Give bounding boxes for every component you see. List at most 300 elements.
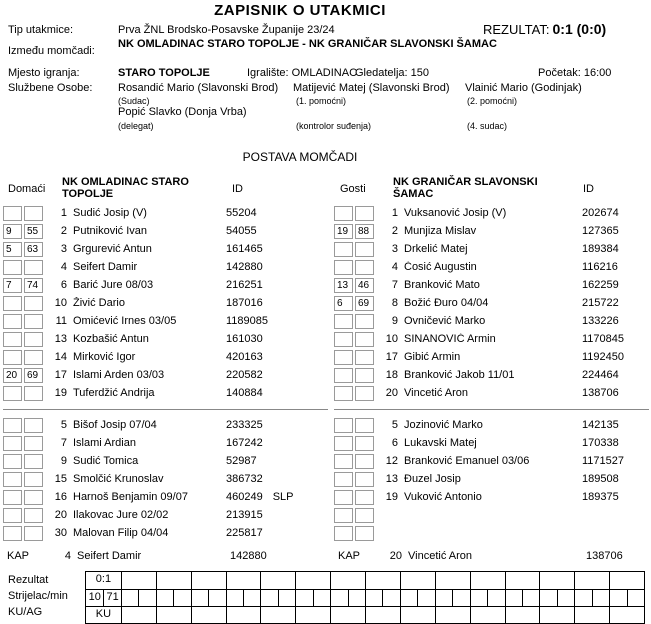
- kuag-cell: [365, 606, 400, 623]
- away-subs-separator: [334, 409, 649, 410]
- player-row: [3, 416, 331, 434]
- sub-minute-box: [355, 242, 374, 257]
- sub-minute-box: [24, 418, 43, 433]
- player-name: Ćosić Augustin: [404, 261, 477, 273]
- rezultat: [483, 21, 606, 37]
- kuag-cell: [260, 606, 295, 623]
- kuag-cell: [295, 606, 330, 623]
- away-substitutes-list: [334, 416, 651, 542]
- sub-minute-box: [24, 454, 43, 469]
- strijelac-row-label: Strijelac/min: [8, 590, 68, 602]
- rezultat-cell: [260, 572, 295, 589]
- rezultat-cell: [435, 572, 470, 589]
- player-id: 54055: [226, 225, 257, 237]
- home-substitutes-list: [3, 416, 331, 542]
- sub-in-box: [334, 436, 353, 451]
- sub-minute-box: [24, 386, 43, 401]
- player-number: 6: [60, 279, 67, 291]
- player-number: 20: [385, 387, 398, 399]
- sub-in-box: 19: [334, 224, 353, 239]
- player-name: Ovničević Marko: [404, 315, 486, 327]
- player-name: Branković Mato: [404, 279, 480, 291]
- player-number: 5: [60, 419, 67, 431]
- player-number: 5: [391, 419, 398, 431]
- player-name: Putniković Ivan: [73, 225, 147, 237]
- strijelac-cell: [313, 589, 330, 606]
- player-number: 10: [54, 297, 67, 309]
- sub-in-box: [334, 332, 353, 347]
- sub-in-box: [3, 454, 22, 469]
- player-number: 8: [391, 297, 398, 309]
- sub-in-box: [334, 418, 353, 433]
- kuag-cell: [574, 606, 609, 623]
- player-tag: SLP: [272, 491, 294, 503]
- player-id: 116216: [582, 261, 618, 273]
- sub-minute-box: [24, 490, 43, 505]
- sub-minute-box: 63: [24, 242, 43, 257]
- player-id: 162259: [582, 279, 619, 291]
- player-name: Vuksanović Josip (V): [404, 207, 507, 219]
- player-number: 2: [391, 225, 398, 237]
- sub-in-box: 5: [3, 242, 22, 257]
- away-kap-number: 20: [389, 550, 402, 562]
- strijelac-cell: [278, 589, 295, 606]
- sub-minute-box: [24, 314, 43, 329]
- kuag-row-label: KU/AG: [8, 606, 43, 618]
- away-kap-name: Vincetić Aron: [408, 550, 473, 562]
- home-kap-number: 4: [64, 550, 71, 562]
- official-fourth-role: (4. sudac): [467, 121, 508, 131]
- player-id: 1171527: [582, 455, 625, 467]
- player-id: 216251: [226, 279, 263, 291]
- player-row: [3, 294, 331, 312]
- player-row: [334, 276, 651, 294]
- home-kap-name: Seifert Damir: [77, 550, 142, 562]
- strijelac-cell: [260, 589, 277, 606]
- strijelac-cell: [435, 589, 452, 606]
- kuag-cell: [609, 606, 644, 623]
- sub-in-box: [334, 206, 353, 221]
- strijelac-cell: [400, 589, 417, 606]
- player-row: [334, 366, 651, 384]
- player-row: [3, 384, 331, 402]
- player-name: SINANOVIĆ Armin: [404, 333, 496, 345]
- sub-in-box: [3, 490, 22, 505]
- player-name: Sudić Tomica: [73, 455, 139, 467]
- player-number: 16: [54, 491, 67, 503]
- strijelac-cell: [348, 589, 365, 606]
- player-number: 10: [385, 333, 398, 345]
- sub-in-box: [334, 526, 353, 541]
- sub-minute-box: [355, 332, 374, 347]
- away-captain-row: [334, 547, 651, 565]
- sub-minute-box: [355, 386, 374, 401]
- sub-in-box: [3, 526, 22, 541]
- player-id: 202674: [582, 207, 619, 219]
- player-name: Vuković Antonio: [404, 491, 482, 503]
- player-name: Grgurević Antun: [73, 243, 152, 255]
- player-row: [3, 524, 331, 542]
- player-id: 55204: [226, 207, 257, 219]
- player-id: 138706: [582, 387, 619, 399]
- rezultat-cell: [330, 572, 365, 589]
- official-controller-role: (kontrolor suđenja): [296, 121, 372, 131]
- sub-in-box: [334, 350, 353, 365]
- sub-in-box: 6: [334, 296, 353, 311]
- rezultat-cell: [295, 572, 330, 589]
- away-side-label: Gosti: [340, 183, 366, 195]
- player-id: 133226: [582, 315, 619, 327]
- player-name: Mirković Igor: [73, 351, 136, 363]
- sub-minute-box: [355, 472, 374, 487]
- sub-in-box: [334, 314, 353, 329]
- strijelac-cell: [574, 589, 591, 606]
- away-kap-id: 138706: [586, 550, 623, 562]
- strijelac-cell: [522, 589, 539, 606]
- player-row: [334, 434, 651, 452]
- player-name: Kozbašić Antun: [73, 333, 149, 345]
- player-name: Barić Jure 08/03: [73, 279, 154, 291]
- score-grid-row: [86, 589, 644, 606]
- rezultat-cell: [470, 572, 505, 589]
- sub-in-box: 20: [3, 368, 22, 383]
- sub-minute-box: [24, 526, 43, 541]
- player-name: Malovan Filip 04/04: [73, 527, 169, 539]
- home-starters-list: [3, 204, 331, 402]
- player-id: 189384: [582, 243, 619, 255]
- player-row: [3, 312, 331, 330]
- sub-in-box: [334, 490, 353, 505]
- player-row: [334, 416, 651, 434]
- kuag-cell: [330, 606, 365, 623]
- mjesto-igranja-label: Mjesto igranja:: [8, 67, 80, 79]
- player-name: Lukavski Matej: [404, 437, 477, 449]
- player-row: [3, 366, 331, 384]
- sub-minute-box: 69: [24, 368, 43, 383]
- player-number: 2: [60, 225, 67, 237]
- official-delegate-name: Popić Slavko (Donja Vrba): [118, 106, 247, 118]
- home-side-label: Domaći: [8, 183, 46, 195]
- strijelac-cell: [592, 589, 609, 606]
- player-number: 14: [54, 351, 67, 363]
- strijelac-cell: 71: [103, 589, 120, 606]
- player-number: 13: [54, 333, 67, 345]
- player-id: 220582: [226, 369, 263, 381]
- rezultat-label: REZULTAT:: [483, 22, 550, 37]
- sub-minute-box: [24, 350, 43, 365]
- score-grid-row: [86, 572, 644, 589]
- sub-minute-box: [355, 436, 374, 451]
- score-grid: [85, 571, 645, 624]
- official-referee-name: Rosandić Mario (Slavonski Brod): [118, 82, 279, 94]
- mjesto-igranja-value: STARO TOPOLJE: [118, 67, 210, 79]
- strijelac-cell: [243, 589, 260, 606]
- official-assistant1-role: (1. pomoćni): [296, 96, 347, 106]
- sub-in-box: [3, 350, 22, 365]
- player-name: Islami Arden 03/03: [73, 369, 165, 381]
- player-row: [3, 222, 331, 240]
- kuag-cell: [191, 606, 226, 623]
- player-row: [3, 258, 331, 276]
- strijelac-cell: [609, 589, 626, 606]
- player-number: 7: [391, 279, 398, 291]
- player-id: 161030: [226, 333, 263, 345]
- away-starters-list: [334, 204, 651, 402]
- sub-in-box: [334, 454, 353, 469]
- strijelac-cell: [330, 589, 347, 606]
- official-assistant2-role: (2. pomoćni): [467, 96, 518, 106]
- player-name: Omićević Irnes 03/05: [73, 315, 177, 327]
- rezultat-cell: [121, 572, 156, 589]
- kuag-cell: [505, 606, 540, 623]
- strijelac-cell: [470, 589, 487, 606]
- kuag-cell: [156, 606, 191, 623]
- player-id: 161465: [226, 243, 263, 255]
- strijelac-cell: [452, 589, 469, 606]
- player-name: Islami Ardian: [73, 437, 136, 449]
- sub-minute-box: [355, 454, 374, 469]
- rezultat-cell: [400, 572, 435, 589]
- sub-minute-box: [24, 332, 43, 347]
- sub-minute-box: [355, 314, 374, 329]
- sub-in-box: [334, 386, 353, 401]
- player-row: [334, 348, 651, 366]
- player-id: 1170845: [582, 333, 625, 345]
- player-id: 142135: [582, 419, 619, 431]
- player-id: 127365: [582, 225, 619, 237]
- player-number: 9: [391, 315, 398, 327]
- player-name: Munjiza Mislav: [404, 225, 477, 237]
- sub-in-box: [334, 368, 353, 383]
- strijelac-cell: [226, 589, 243, 606]
- player-id: 215722: [582, 297, 619, 309]
- player-id: 1189085: [226, 315, 269, 327]
- sub-minute-box: [355, 206, 374, 221]
- izmedu-momcadi-value: NK OMLADINAC STARO TOPOLJE - NK GRANIČAR SLAVONSKI ŠAMAC: [118, 38, 497, 50]
- player-row: [334, 384, 651, 402]
- kuag-cell: [121, 606, 156, 623]
- player-id: 52987: [226, 455, 257, 467]
- player-number: 9: [60, 455, 67, 467]
- sub-in-box: [3, 508, 22, 523]
- sluzbene-osobe-label: Službene Osobe:: [8, 82, 93, 94]
- away-team-name: NK GRANIČAR SLAVONSKI ŠAMAC: [393, 176, 538, 200]
- sub-in-box: [334, 260, 353, 275]
- official-assistant2-name: Vlainić Mario (Godinjak): [465, 82, 582, 94]
- player-number: 30: [54, 527, 67, 539]
- player-id: 233325: [226, 419, 263, 431]
- sub-minute-box: [24, 472, 43, 487]
- player-name: Smolčić Krunoslav: [73, 473, 164, 485]
- sub-minute-box: 55: [24, 224, 43, 239]
- sub-in-box: [3, 296, 22, 311]
- kuag-cell: [435, 606, 470, 623]
- player-number: 7: [60, 437, 67, 449]
- player-id: 142880: [226, 261, 263, 273]
- player-number: 15: [54, 473, 67, 485]
- player-id: 224464: [582, 369, 619, 381]
- player-id: 187016: [226, 297, 263, 309]
- sub-minute-box: 46: [355, 278, 374, 293]
- player-number: 3: [60, 243, 67, 255]
- player-id: 140884: [226, 387, 263, 399]
- rezultat-cell: [609, 572, 644, 589]
- sub-in-box: [3, 386, 22, 401]
- player-number: 1: [391, 207, 398, 219]
- rezultat-row-label: Rezultat: [8, 574, 49, 586]
- strijelac-cell: [173, 589, 190, 606]
- away-id-header: ID: [583, 183, 594, 195]
- official-referee-role: (Sudac): [118, 96, 150, 106]
- izmedu-momcadi-label: Između momčadi:: [8, 45, 95, 57]
- player-number: 4: [391, 261, 398, 273]
- sub-in-box: [3, 206, 22, 221]
- player-id: 1192450: [582, 351, 625, 363]
- player-row: [334, 294, 651, 312]
- pocetak-value: Početak: 16:00: [538, 67, 612, 79]
- player-row: [3, 348, 331, 366]
- kuag-cell: [470, 606, 505, 623]
- sub-in-box: 7: [3, 278, 22, 293]
- sub-minute-box: [355, 350, 374, 365]
- strijelac-cell: [191, 589, 208, 606]
- sub-in-box: [3, 260, 22, 275]
- player-id: 460249: [226, 491, 263, 503]
- rezultat-cell: [539, 572, 574, 589]
- sub-minute-box: 88: [355, 224, 374, 239]
- home-id-header: ID: [232, 183, 243, 195]
- sub-in-box: [3, 436, 22, 451]
- sub-minute-box: [355, 260, 374, 275]
- strijelac-cell: [487, 589, 504, 606]
- rezultat-cell: [191, 572, 226, 589]
- player-name: Branković Emanuel 03/06: [404, 455, 530, 467]
- home-captain-row: [3, 547, 331, 565]
- player-number: 11: [55, 315, 67, 327]
- home-subs-separator: [3, 409, 328, 410]
- strijelac-cell: [295, 589, 312, 606]
- sub-in-box: [334, 242, 353, 257]
- player-id: 420163: [226, 351, 263, 363]
- away-kap-label: KAP: [338, 550, 361, 562]
- sub-minute-box: [24, 296, 43, 311]
- sub-minute-box: [355, 418, 374, 433]
- player-name: Jozinović Marko: [404, 419, 483, 431]
- strijelac-cell: [557, 589, 574, 606]
- sub-minute-box: [355, 490, 374, 505]
- player-name: Tuferdžić Andrija: [73, 387, 155, 399]
- player-id: 170338: [582, 437, 619, 449]
- player-id: 189375: [582, 491, 619, 503]
- sub-minute-box: [24, 508, 43, 523]
- strijelac-cell: [417, 589, 434, 606]
- player-name: Bišof Josip 07/04: [73, 419, 157, 431]
- player-id: 225817: [226, 527, 263, 539]
- rezultat-cell: [226, 572, 261, 589]
- sub-minute-box: [24, 436, 43, 451]
- page-title: ZAPISNIK O UTAKMICI: [214, 2, 386, 19]
- player-row: [334, 240, 651, 258]
- sub-in-box: [3, 418, 22, 433]
- player-row: [334, 524, 651, 542]
- player-row: [3, 452, 331, 470]
- rezultat-cell: [505, 572, 540, 589]
- player-row: [3, 488, 331, 506]
- rezultat-value: 0:1 (0:0): [552, 21, 607, 37]
- sub-in-box: [3, 332, 22, 347]
- sub-minute-box: [24, 260, 43, 275]
- strijelac-cell: 10: [86, 589, 103, 606]
- player-number: 4: [60, 261, 67, 273]
- sub-in-box: 9: [3, 224, 22, 239]
- official-delegate-role: (delegat): [118, 121, 154, 131]
- player-row: [3, 276, 331, 294]
- player-row: [334, 330, 651, 348]
- player-row: [334, 312, 651, 330]
- sub-minute-box: 74: [24, 278, 43, 293]
- player-number: 18: [385, 369, 398, 381]
- strijelac-cell: [539, 589, 556, 606]
- sub-in-box: [334, 472, 353, 487]
- sub-in-box: [334, 508, 353, 523]
- player-row: [3, 240, 331, 258]
- sub-minute-box: [355, 526, 374, 541]
- player-name: Ilakovac Jure 02/02: [73, 509, 169, 521]
- strijelac-cell: [208, 589, 225, 606]
- player-number: 20: [54, 509, 67, 521]
- player-name: Đuzel Josip: [404, 473, 461, 485]
- player-name: Harnoš Benjamin 09/07: [73, 491, 188, 503]
- player-row: [334, 452, 651, 470]
- strijelac-cell: [627, 589, 644, 606]
- strijelac-cell: [505, 589, 522, 606]
- tip-utakmice-label: Tip utakmice:: [8, 24, 74, 36]
- rezultat-cell: 0:1: [95, 573, 112, 585]
- player-number: 3: [391, 243, 398, 255]
- player-id: 167242: [226, 437, 263, 449]
- strijelac-cell: [138, 589, 155, 606]
- player-name: Gibić Armin: [404, 351, 461, 363]
- player-row: [3, 434, 331, 452]
- home-team-name: NK OMLADINAC STARO TOPOLJE: [62, 176, 189, 200]
- rezultat-cell: [574, 572, 609, 589]
- sub-minute-box: [24, 206, 43, 221]
- home-kap-label: KAP: [7, 550, 30, 562]
- player-number: 12: [385, 455, 398, 467]
- strijelac-cell: [156, 589, 173, 606]
- sub-in-box: [3, 314, 22, 329]
- sub-minute-box: 69: [355, 296, 374, 311]
- sub-in-box: 13: [334, 278, 353, 293]
- sub-in-box: [3, 472, 22, 487]
- player-name: Seifert Damir: [73, 261, 138, 273]
- player-row: [3, 204, 331, 222]
- player-row: [334, 488, 651, 506]
- player-number: 19: [385, 491, 398, 503]
- player-row: [3, 506, 331, 524]
- kuag-cell: [539, 606, 574, 623]
- official-assistant1-name: Matijević Matej (Slavonski Brod): [293, 82, 450, 94]
- strijelac-cell: [121, 589, 138, 606]
- sub-minute-box: [355, 368, 374, 383]
- player-row: [334, 506, 651, 524]
- player-number: 1: [60, 207, 67, 219]
- player-number: 13: [385, 473, 398, 485]
- player-name: Božić Đuro 04/04: [404, 297, 489, 309]
- kuag-cell: KU: [86, 606, 121, 623]
- player-row: [334, 470, 651, 488]
- player-number: 19: [54, 387, 67, 399]
